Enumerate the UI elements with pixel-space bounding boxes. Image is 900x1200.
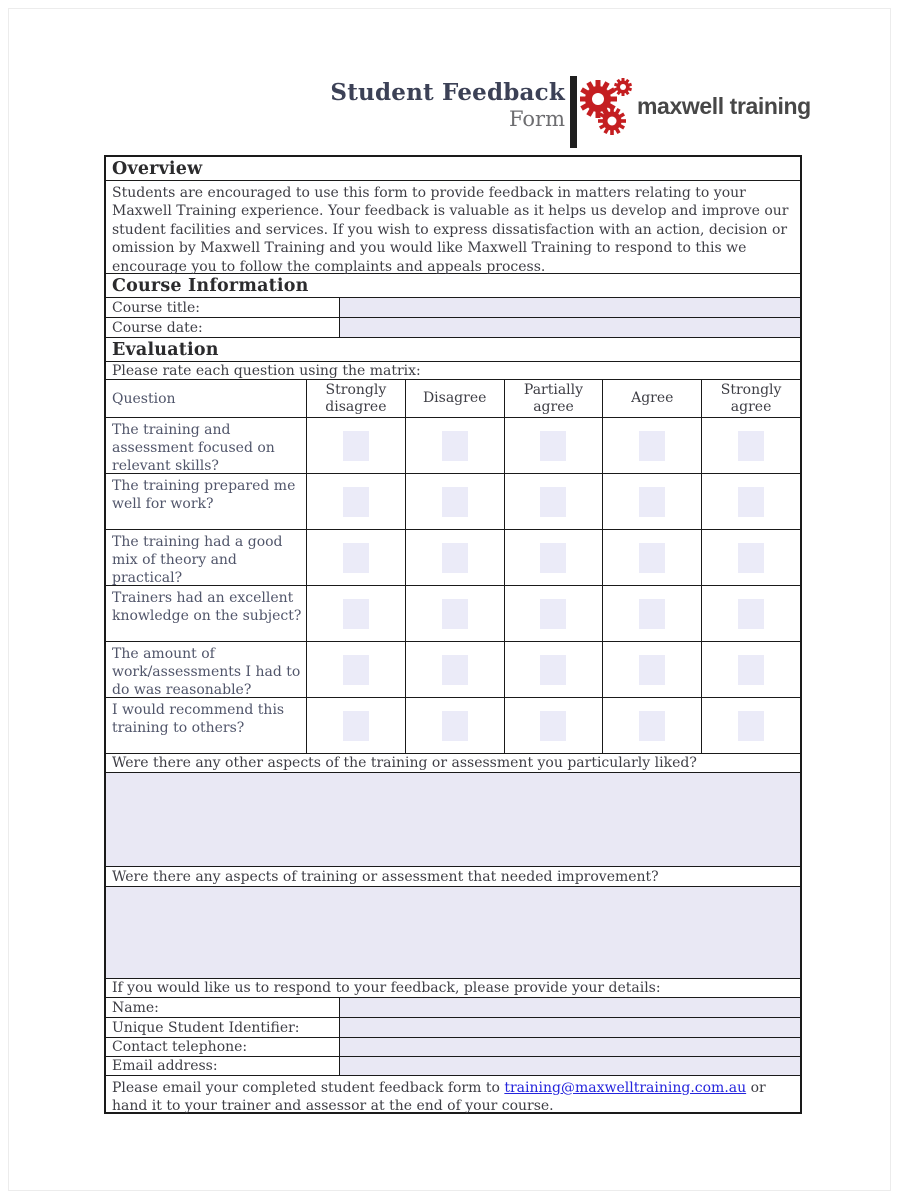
rating-checkbox[interactable]	[639, 431, 665, 461]
rating-cell	[505, 418, 604, 473]
section-heading-course-information: Course Information	[106, 273, 800, 297]
rating-cell	[307, 530, 406, 585]
matrix-question-text: The training and assessment focused on relevant skills?	[106, 418, 307, 473]
rating-checkbox[interactable]	[639, 487, 665, 517]
matrix-header-question: Question	[106, 380, 307, 417]
unique-student-identifier-row	[106, 1017, 800, 1037]
rating-checkbox[interactable]	[442, 711, 468, 741]
rating-checkbox[interactable]	[639, 599, 665, 629]
rating-checkbox[interactable]	[738, 543, 764, 573]
email-address-label: Email address:	[106, 1057, 340, 1075]
rating-cell	[603, 530, 702, 585]
footer-text-after: or hand it to your trainer and assessor at the end of your course.	[112, 1080, 766, 1115]
rating-cell	[702, 698, 800, 753]
rating-checkbox[interactable]	[738, 487, 764, 517]
contact-telephone-label: Contact telephone:	[106, 1038, 340, 1056]
liked-question-answer-area[interactable]	[106, 772, 800, 866]
contact-telephone-input[interactable]	[340, 1038, 800, 1056]
rating-cell	[406, 530, 505, 585]
form-title-line1: Student Feedback	[330, 79, 565, 106]
matrix-instruction: Please rate each question using the matrix:	[106, 361, 800, 379]
footer-text-before: Please email your completed student feedback form to	[112, 1080, 505, 1096]
form-title-line2: Form	[508, 107, 565, 132]
matrix-question-text: I would recommend this training to others?	[106, 698, 307, 753]
email-address-input[interactable]	[340, 1057, 800, 1075]
matrix-question-row	[106, 641, 800, 697]
liked-question-prompt: Were there any other aspects of the training or assessment you particularly liked?	[106, 753, 800, 772]
rating-checkbox[interactable]	[343, 543, 369, 573]
rating-cell	[406, 586, 505, 641]
rating-cell	[307, 418, 406, 473]
rating-checkbox[interactable]	[540, 431, 566, 461]
rating-checkbox[interactable]	[639, 711, 665, 741]
rating-checkbox[interactable]	[343, 431, 369, 461]
rating-cell	[603, 418, 702, 473]
contact-telephone-row	[106, 1037, 800, 1056]
matrix-header-strongly-disagree: Strongly disagree	[307, 380, 406, 417]
section-heading-evaluation: Evaluation	[106, 337, 800, 361]
rating-cell	[406, 474, 505, 529]
matrix-question-row	[106, 473, 800, 529]
rating-cell	[505, 530, 604, 585]
rating-cell	[406, 642, 505, 697]
rating-checkbox[interactable]	[540, 599, 566, 629]
rating-cell	[603, 642, 702, 697]
matrix-question-row	[106, 529, 800, 585]
rating-cell	[603, 586, 702, 641]
rating-checkbox[interactable]	[442, 599, 468, 629]
rating-cell	[702, 474, 800, 529]
rating-checkbox[interactable]	[540, 487, 566, 517]
name-label: Name:	[106, 998, 340, 1017]
rating-cell	[307, 642, 406, 697]
course-date-row	[106, 317, 800, 337]
rating-checkbox[interactable]	[738, 711, 764, 741]
rating-cell	[702, 418, 800, 473]
rating-cell	[702, 586, 800, 641]
rating-checkbox[interactable]	[540, 655, 566, 685]
course-title-row	[106, 297, 800, 317]
rating-checkbox[interactable]	[639, 543, 665, 573]
rating-cell	[406, 418, 505, 473]
improvement-question-prompt: Were there any aspects of training or assessment that needed improvement?	[106, 866, 800, 886]
matrix-header-disagree: Disagree	[406, 380, 505, 417]
rating-cell	[505, 474, 604, 529]
matrix-question-text: Trainers had an excellent knowledge on the subject?	[106, 586, 307, 641]
rating-checkbox[interactable]	[343, 487, 369, 517]
course-date-input[interactable]	[340, 318, 800, 337]
rating-checkbox[interactable]	[639, 655, 665, 685]
matrix-header-agree: Agree	[603, 380, 702, 417]
rating-cell	[307, 586, 406, 641]
rating-cell	[307, 698, 406, 753]
matrix-question-text: The amount of work/assessments I had to do was reasonable?	[106, 642, 307, 697]
logo-divider-bar	[570, 76, 577, 148]
unique-student-identifier-label: Unique Student Identifier:	[106, 1018, 340, 1037]
rating-cell	[603, 698, 702, 753]
matrix-question-row	[106, 417, 800, 473]
email-address-row	[106, 1056, 800, 1075]
rating-checkbox[interactable]	[738, 599, 764, 629]
contact-intro: If you would like us to respond to your feedback, please provide your details:	[106, 978, 800, 997]
rating-checkbox[interactable]	[442, 431, 468, 461]
matrix-header-row	[106, 379, 800, 417]
course-date-label: Course date:	[106, 318, 340, 337]
matrix-question-row	[106, 697, 800, 753]
rating-cell	[505, 698, 604, 753]
rating-cell	[603, 474, 702, 529]
rating-cell	[505, 586, 604, 641]
rating-checkbox[interactable]	[442, 487, 468, 517]
form-title	[250, 80, 565, 134]
rating-cell	[702, 642, 800, 697]
rating-checkbox[interactable]	[343, 655, 369, 685]
rating-checkbox[interactable]	[738, 431, 764, 461]
matrix-question-text: The training had a good mix of theory and practical?	[106, 530, 307, 585]
improvement-question-answer-area[interactable]	[106, 886, 800, 978]
overview-text: Students are encouraged to use this form to provide feedback in matters relating to your Maxwell Training experience. Your feedback is valuable as it helps us develop and improve our student facilities and services. If you wish to express dissatisfaction with an action, decision or omission by Maxwell Training and you would like Maxwell Training to respond to this we encourage you to follow the complaints and appeals process.	[106, 180, 800, 273]
rating-checkbox[interactable]	[738, 655, 764, 685]
brand-name: maxwell training	[637, 93, 811, 119]
rating-checkbox[interactable]	[442, 543, 468, 573]
rating-checkbox[interactable]	[343, 599, 369, 629]
rating-checkbox[interactable]	[540, 543, 566, 573]
unique-student-identifier-input[interactable]	[340, 1018, 800, 1037]
course-title-label: Course title:	[106, 298, 340, 317]
rating-cell	[505, 642, 604, 697]
rating-cell	[406, 698, 505, 753]
rating-checkbox[interactable]	[442, 655, 468, 685]
feedback-form	[104, 155, 802, 1114]
name-row	[106, 997, 800, 1017]
footer-instruction	[106, 1075, 800, 1115]
matrix-header-partially-agree: Partially agree	[505, 380, 604, 417]
matrix-question-text: The training prepared me well for work?	[106, 474, 307, 529]
rating-checkbox[interactable]	[540, 711, 566, 741]
rating-cell	[307, 474, 406, 529]
course-title-input[interactable]	[340, 298, 800, 317]
rating-checkbox[interactable]	[343, 711, 369, 741]
matrix-header-strongly-agree: Strongly agree	[720, 381, 782, 415]
section-heading-overview: Overview	[112, 158, 203, 179]
rating-cell	[702, 530, 800, 585]
name-input[interactable]	[340, 998, 800, 1017]
email-link[interactable]: training@maxwelltraining.com.au	[504, 1080, 747, 1096]
matrix-question-row	[106, 585, 800, 641]
